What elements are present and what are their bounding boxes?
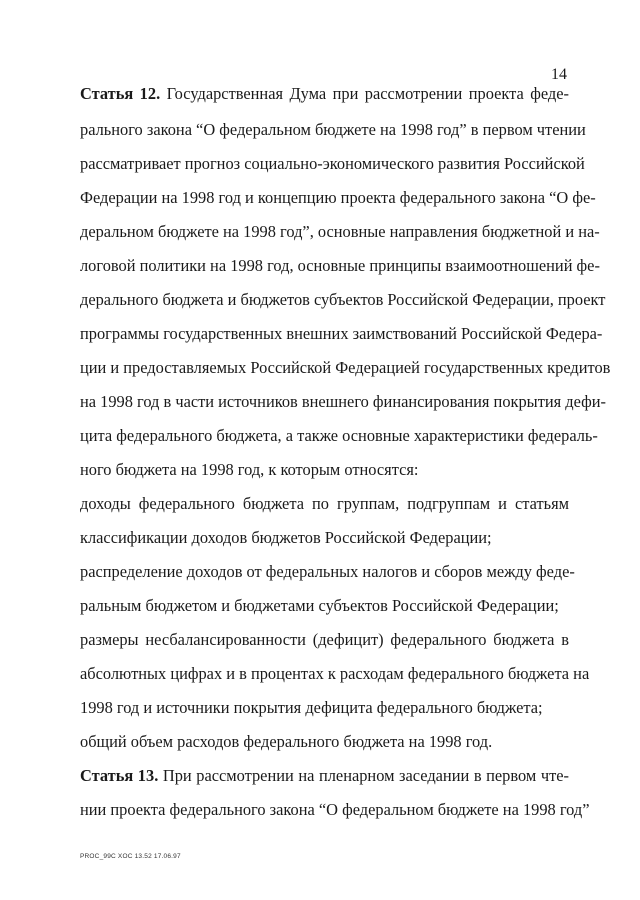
item-distribution-line-2: ральным бюджетом и бюджетами субъектов Российской Федерации; [80, 596, 559, 615]
article-12-line-5: деральном бюджете на 1998 год”, основные направления бюджетной и на- [80, 222, 600, 241]
article-12-line-4: Федерации на 1998 год и концепцию проекта федерального закона “О фе- [80, 188, 596, 207]
article-12-line-9: ции и предоставляемых Российской Федерацией государственных кредитов [80, 358, 611, 377]
article-12-line-6: логовой политики на 1998 год, основные принципы взаимоотношений фе- [80, 256, 600, 275]
article-12-line-7: дерального бюджета и бюджетов субъектов Российской Федерации, проект [80, 290, 606, 309]
document-footer-code: PROC_99C XOC 13.52 17.06.97 [80, 853, 181, 860]
article-13-text: При рассмотрении на пленарном заседании в первом чте- [162, 766, 569, 785]
article-12-line-1 [80, 84, 569, 104]
item-expenditures: общий объем расходов федерального бюджета на 1998 год. [80, 732, 493, 751]
article-13-line-1 [80, 766, 569, 786]
article-12-text: Государственная Дума при рассмотрении проекта феде- [166, 84, 569, 103]
article-12-line-2: рального закона “О федеральном бюджете на 1998 год” в первом чтении [80, 120, 586, 139]
article-12-line-8: программы государственных внешних заимствований Российской Федера- [80, 324, 603, 343]
article-13-line-2: нии проекта федерального закона “О федеральном бюджете на 1998 год” [80, 800, 590, 819]
item-deficit-line-1: размеры несбалансированности (дефицит) федерального бюджета в [80, 630, 569, 649]
page-number: 14 [551, 66, 567, 83]
article-12-heading: Статья 12. [80, 84, 161, 103]
item-distribution-line-1: распределение доходов от федеральных налогов и сборов между феде- [80, 562, 575, 581]
article-12-line-3: рассматривает прогноз социально-экономического развития Российской [80, 154, 585, 173]
item-deficit-line-2: абсолютных цифрах и в процентах к расходам федерального бюджета на [80, 664, 590, 683]
article-12-line-12: ного бюджета на 1998 год, к которым относятся: [80, 460, 419, 479]
item-deficit-line-3: 1998 год и источники покрытия дефицита федерального бюджета; [80, 698, 543, 717]
item-revenues-line-1: доходы федерального бюджета по группам, подгруппам и статьям [80, 494, 569, 513]
item-revenues-line-2: классификации доходов бюджетов Российской Федерации; [80, 528, 492, 547]
article-12-line-10: на 1998 год в части источников внешнего финансирования покрытия дефи- [80, 392, 606, 411]
article-13-heading: Статья 13. [80, 766, 159, 785]
article-12-line-11: цита федерального бюджета, а также основные характеристики федераль- [80, 426, 598, 445]
